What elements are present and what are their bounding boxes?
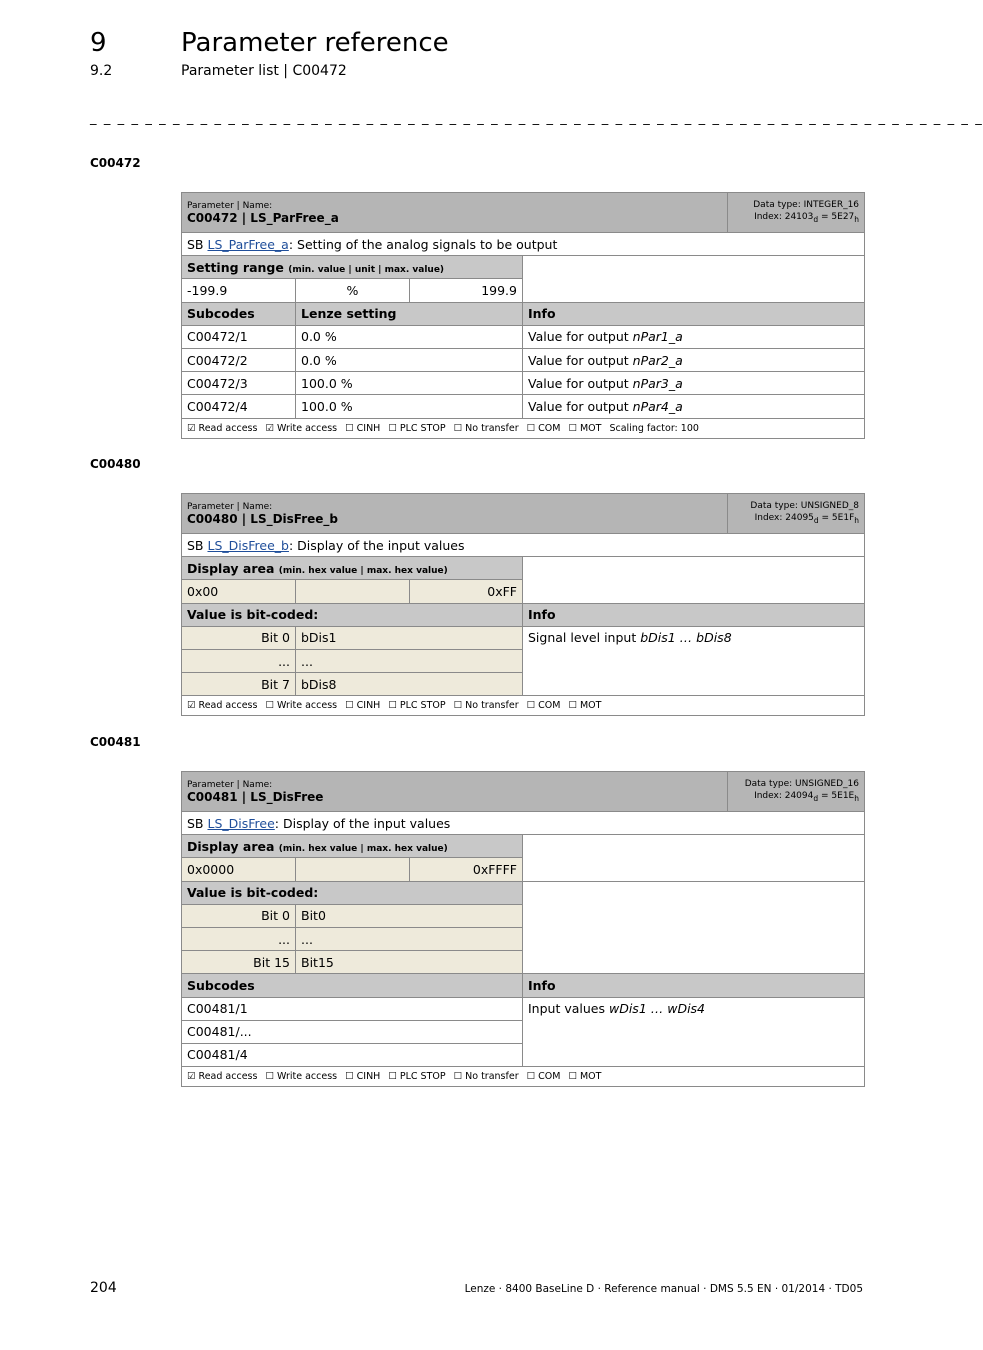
bitcoded-label: Value is bit-coded: [182,881,523,904]
data-type: Data type: INTEGER_16 [753,200,860,211]
sb-description: : Display of the input values [274,815,451,831]
bitcoded-label: Value is bit-coded: [182,603,523,626]
info-prefix: Signal level input [528,629,641,645]
range-max: 199.9 [410,279,523,302]
range-blank [523,835,865,881]
col-subcodes: Subcodes [182,974,523,997]
range-header [182,256,523,279]
range-unit: % [296,279,410,302]
range-max: 0xFFFF [410,858,523,881]
col-info: Info [523,603,865,626]
subcode: C00472/1 [182,325,296,348]
read-access-flag: ☑ Read access [187,1071,258,1083]
c00481-heading: C00481 [90,735,141,749]
info-var: nPar2_a [632,352,683,368]
info-var: nPar3_a [632,375,683,391]
c00481-name-cell [182,772,728,812]
range-min: 0x0000 [182,858,296,881]
param-label: Parameter | Name: [187,200,273,211]
param-label: Parameter | Name: [187,779,273,790]
subcode: C00472/3 [182,372,296,395]
sb-row [182,534,865,557]
range-label: Display area [187,560,275,576]
bit-row [182,626,865,649]
table-row [182,325,865,348]
cinh-flag: ☐ CINH [345,422,381,434]
table-row [182,348,865,371]
bit-name: bDis1 [296,626,523,649]
c00472-datatype-cell [728,193,865,233]
index [733,512,859,527]
no-transfer-flag: ☐ No transfer [453,700,519,712]
bit-name: ... [296,927,523,950]
cinh-flag: ☐ CINH [345,700,381,712]
c00472-heading: C00472 [90,156,141,170]
sb-description: : Display of the input values [288,537,465,553]
bit-number: Bit 0 [182,904,296,927]
bit-number: Bit 0 [182,626,296,649]
range-label: Setting range [187,259,284,275]
range-header [182,835,523,858]
bit-name: ... [296,649,523,672]
com-flag: ☐ COM [526,700,561,712]
sb-description: : Setting of the analog signals to be output [288,236,558,252]
range-blank [523,256,865,302]
mot-flag: ☐ MOT [568,422,602,434]
param-name: C00472 | LS_ParFree_a [187,210,339,225]
subcode: C00481/4 [182,1043,523,1066]
subcode: C00472/4 [182,395,296,418]
index-hex: = 5E27 [818,212,855,223]
sb-link[interactable]: LS_DisFree [207,815,275,831]
com-flag: ☐ COM [526,422,561,434]
lenze-setting: 100.0 % [296,372,523,395]
table-row [182,372,865,395]
col-info: Info [523,974,865,997]
lenze-setting: 0.0 % [296,325,523,348]
table-row [182,997,865,1020]
info-prefix: Value for output [528,329,633,345]
info-var: nPar4_a [632,398,683,414]
bit-name: Bit0 [296,904,523,927]
c00472-name-cell [182,193,728,233]
range-empty [296,580,410,603]
data-type: Data type: UNSIGNED_16 [744,779,859,790]
sb-row [182,233,865,256]
bit-name: Bit15 [296,951,523,974]
info-prefix: Input values [528,1000,609,1016]
index-hex-suffix: h [854,214,860,224]
col-subcodes: Subcodes [182,302,296,325]
access-footer [182,418,865,438]
range-sub: (min. hex value | max. hex value) [278,565,448,576]
subcode: C00481/1 [182,997,523,1020]
header-separator: _ _ _ _ _ _ _ _ _ _ _ _ _ _ _ _ _ _ _ _ _ _ _ _ _ _ _ _ _ _ _ _ _ _ _ _ _ _ _ _ _ _ _ _ _ _ _ _ _ _ _ _ _ _ _ _ _ _ _ _ _ _ _ _ _ [90,111,983,126]
info [523,348,865,371]
index-dec: Index: 24103 [754,212,814,223]
index-dec: Index: 24095 [754,513,814,524]
c00480-heading: C00480 [90,457,141,471]
info [523,372,865,395]
sb-link[interactable]: LS_DisFree_b [207,537,289,553]
plc-stop-flag: ☐ PLC STOP [388,422,446,434]
info [523,325,865,348]
index-dec-suffix: d [813,515,819,525]
data-type: Data type: UNSIGNED_8 [750,501,860,512]
range-min: -199.9 [182,279,296,302]
bit-name: bDis8 [296,673,523,696]
range-max: 0xFF [410,580,523,603]
lenze-setting: 100.0 % [296,395,523,418]
write-access-flag: ☐ Write access [265,700,338,712]
scaling-factor: Scaling factor: 100 [609,422,699,434]
subcode: C00481/... [182,1020,523,1043]
index [733,211,859,226]
index-hex: = 5E1E [818,791,855,802]
param-name: C00480 | LS_DisFree_b [187,511,339,526]
c00480-name-cell [182,494,728,534]
subcode: C00472/2 [182,348,296,371]
no-transfer-flag: ☐ No transfer [453,1071,519,1083]
lenze-setting: 0.0 % [296,348,523,371]
index [733,790,859,805]
col-lenze-setting: Lenze setting [296,302,523,325]
index-hex-suffix: h [854,515,860,525]
c00472-table [181,192,865,439]
sb-prefix: SB [187,236,208,252]
range-sub: (min. value | unit | max. value) [288,264,445,275]
c00481-table [181,771,865,1087]
index-hex: = 5E1F [818,513,855,524]
access-footer [182,1067,865,1087]
index-hex-suffix: h [854,793,859,803]
chapter-number: 9 [90,28,107,58]
read-access-flag: ☑ Read access [187,422,258,434]
write-access-flag: ☐ Write access [265,1071,338,1083]
sb-prefix: SB [187,815,208,831]
page-footer: Lenze · 8400 BaseLine D · Reference manual · DMS 5.5 EN · 01/2014 · TD05 [464,1283,863,1295]
mot-flag: ☐ MOT [568,1071,602,1083]
info [523,395,865,418]
bit-number: Bit 15 [182,951,296,974]
param-label: Parameter | Name: [187,501,273,512]
bit-number: Bit 7 [182,673,296,696]
info [523,626,865,696]
c00480-datatype-cell [728,494,865,534]
cinh-flag: ☐ CINH [345,1071,381,1083]
param-name: C00481 | LS_DisFree [187,789,324,804]
bit-info-blank [523,881,865,974]
range-blank [523,557,865,603]
write-access-flag: ☑ Write access [265,422,338,434]
plc-stop-flag: ☐ PLC STOP [388,1071,446,1083]
range-sub: (min. hex value | max. hex value) [278,843,448,854]
c00481-datatype-cell [728,772,865,812]
info-prefix: Value for output [528,352,633,368]
range-header [182,557,523,580]
info-var: bDis1 … bDis8 [640,629,732,645]
index-dec-suffix: d [813,793,819,803]
c00480-table [181,493,865,716]
plc-stop-flag: ☐ PLC STOP [388,700,446,712]
col-info: Info [523,302,865,325]
section-number: 9.2 [90,63,113,79]
page-number: 204 [90,1280,117,1296]
chapter-title: Parameter reference [181,28,449,58]
no-transfer-flag: ☐ No transfer [453,422,519,434]
read-access-flag: ☑ Read access [187,700,258,712]
info-prefix: Value for output [528,375,633,391]
com-flag: ☐ COM [526,1071,561,1083]
mot-flag: ☐ MOT [568,700,602,712]
access-footer [182,696,865,716]
info-var: wDis1 … wDis4 [608,1000,706,1016]
info-prefix: Value for output [528,398,633,414]
section-title: Parameter list | C00472 [181,63,347,79]
sb-row [182,812,865,835]
index-dec-suffix: d [813,214,819,224]
range-min: 0x00 [182,580,296,603]
index-dec: Index: 24094 [754,791,814,802]
table-row [182,395,865,418]
bit-number: ... [182,649,296,672]
range-empty [296,858,410,881]
bit-number: ... [182,927,296,950]
range-label: Display area [187,838,275,854]
sb-prefix: SB [187,537,208,553]
info [523,997,865,1067]
info-var: nPar1_a [632,329,683,345]
sb-link[interactable]: LS_ParFree_a [207,236,289,252]
